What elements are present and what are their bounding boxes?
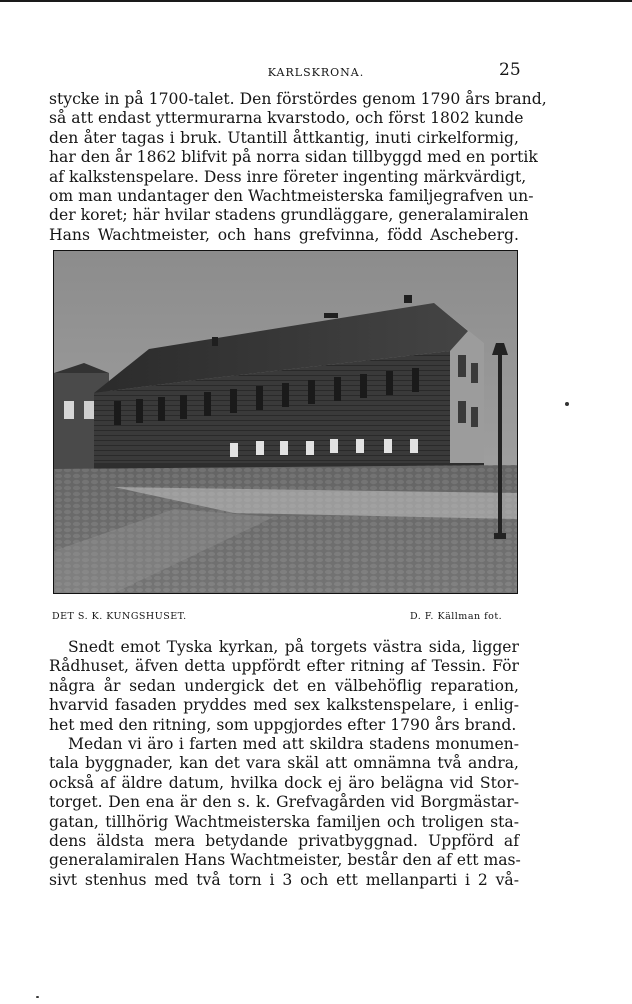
text-line: Rådhuset, äfven detta uppfördt efter ritning af Tessin. För [49,657,519,676]
paragraph-1 [49,90,547,245]
kungshuset-photograph [53,250,518,594]
text-line: dens äldsta mera betydande privatbyggnad. Uppförd af [49,832,519,851]
text-line: gatan, tillhörig Wachtmeisterska familjen och troligen sta- [49,812,519,831]
text-line: af kalkstenspelare. Dess inre företer ingenting märkvärdigt, [49,167,527,186]
text-line: Snedt emot Tyska kyrkan, på torgets västra sida, ligger [68,638,519,656]
text-line: den åter tagas i bruk. Utantill åttkantig, inuti cirkelformig, [49,128,519,147]
figure-caption: DET S. K. KUNGSHUSET. [52,611,187,622]
text-line: så att endast yttermurarna kvarstodo, och först 1802 kunde [49,109,524,128]
top-rule [0,0,632,2]
page-number: 25 [499,60,521,80]
text-line: har den år 1862 blifvit på norra sidan tillbyggd med en portik [49,148,538,167]
text-line: om man undantager den Wachtmeisterska familjegrafven un- [49,187,534,206]
photo-credit: D. F. Källman fot. [410,611,503,622]
text-line: också af äldre datum, hvilka dock ej äro belägna vid Stor- [49,773,519,792]
text-line: het med den ritning, som uppgjordes efter 1790 års brand. [49,715,517,734]
text-line: sivt stenhus med två torn i 3 och ett mellanparti i 2 vå- [49,870,519,889]
text-line: torget. Den ena är den s. k. Grefvagården vid Borgmästar- [49,793,519,812]
text-line: Hans Wachtmeister, och hans grefvinna, född Ascheberg. [49,225,519,244]
text-line: tala byggnader, kan det vara skäl att omnämna två andra, [49,754,519,773]
paragraph-2 [49,638,519,890]
text-line: Medan vi äro i farten med att skildra stadens monumen- [68,735,519,754]
text-line: generalamiralen Hans Wachtmeister, består den af ett mas- [49,851,521,870]
text-line: der koret; här hvilar stadens grundläggare, generalamiralen [49,206,529,225]
running-head: KARLSKRONA. [267,66,365,79]
margin-speck [36,996,39,998]
margin-speck [565,402,569,406]
text-line: stycke in på 1700-talet. Den förstördes genom 1790 års brand, [49,90,547,108]
text-line: hvarvid fasaden pryddes med sex kalkstenspelare, i enlig- [49,696,519,715]
text-line: några år sedan undergick det en välbehöflig reparation, [49,676,519,695]
